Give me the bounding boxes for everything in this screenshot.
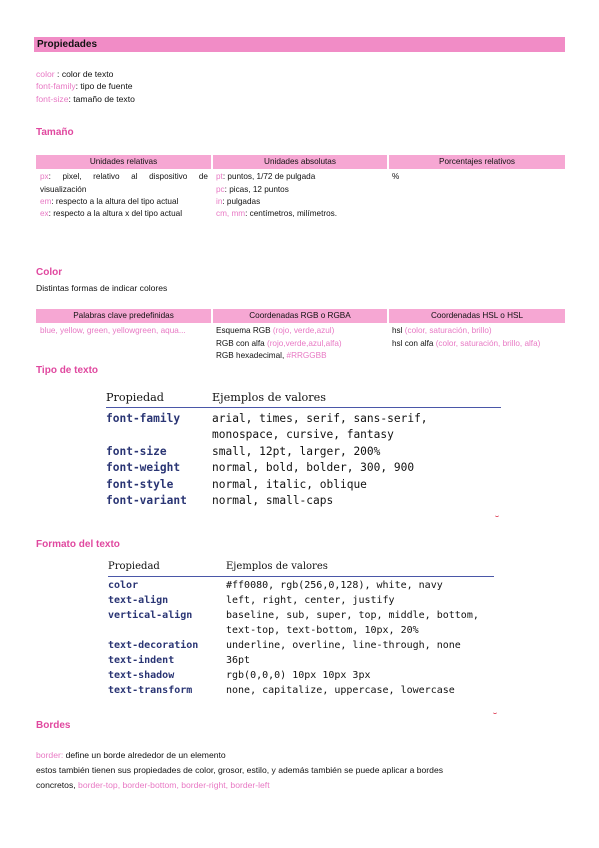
intro-item: [36, 80, 566, 92]
format-key: (rojo,verde,azul,alfa): [266, 338, 342, 348]
intro-item: [36, 68, 566, 80]
unit-text: : puntos, 1/72 de pulgada: [222, 172, 316, 182]
unit-key: pc: [216, 184, 225, 194]
section-title-tamano: Tamaño: [36, 127, 74, 138]
table-header: Porcentajes relativos: [388, 155, 565, 169]
table-row: [108, 608, 494, 638]
property-name: text-align: [108, 595, 169, 606]
section-title-bordes: Bordes: [36, 720, 71, 731]
table-row: [108, 668, 494, 683]
table-header: Coordenadas RGB o RGBA: [212, 309, 388, 323]
table-row: [106, 411, 501, 444]
unit-text: : respecto a la altura x del tipo actual: [48, 209, 183, 219]
table-cell: [36, 169, 212, 222]
table-cell: [388, 323, 565, 364]
table-row: [108, 578, 494, 593]
unit-text: : picas, 12 puntos: [224, 184, 289, 194]
unit-text: : pulgadas: [222, 196, 261, 206]
unit-key: in: [216, 196, 223, 206]
property-name: font-weight: [106, 461, 181, 475]
table-row: [108, 638, 494, 653]
property-values: underline, overline, line-through, none: [226, 640, 461, 651]
text-line: [36, 778, 566, 793]
unit-text: : centímetros, milímetros.: [245, 209, 338, 219]
size-units-table: [36, 155, 565, 222]
border-text: define un borde alrededor de un elemento: [63, 750, 226, 760]
section-title-tipo: Tipo de texto: [36, 365, 99, 376]
text-line: [36, 748, 566, 763]
table-row: [108, 683, 494, 698]
intro-text: color de texto: [61, 69, 114, 79]
property-values: normal, bold, bolder, 300, 900: [212, 461, 415, 475]
font-properties-table: [106, 389, 501, 510]
property-name: color: [108, 580, 139, 591]
intro-text: tamaño de texto: [73, 93, 135, 104]
property-values: rgb(0,0,0) 10px 10px 3px: [226, 670, 371, 681]
intro-sep: :: [68, 93, 74, 104]
property-values: small, 12pt, larger, 200%: [212, 444, 381, 458]
table-cell: [36, 323, 212, 364]
format-text: hsl con alfa: [392, 338, 436, 348]
property-values: 36pt: [226, 655, 251, 666]
section-title-formato: Formato del texto: [36, 539, 120, 550]
keyword-list: blue, yellow, green, yellowgreen, aqua...: [40, 326, 186, 336]
format-key: #RRGGBB: [286, 350, 327, 360]
text-line: estos también tienen sus propiedades de color, grosor, estilo, y además también se puede aplicar a bordes: [36, 765, 444, 776]
table-cell: [212, 169, 388, 222]
scan-mark: [493, 711, 497, 714]
table-row: [106, 460, 501, 477]
property-values: normal, small-caps: [212, 494, 334, 508]
table-header: Propiedad: [106, 389, 212, 408]
property-values: arial, times, serif, sans-serif, monospace, cursive, fantasy: [212, 411, 428, 442]
intro-item: [36, 93, 566, 105]
property-name: font-size: [106, 444, 167, 458]
unit-key: cm, mm: [216, 209, 246, 219]
intro-list: [36, 68, 566, 105]
property-values: none, capitalize, uppercase, lowercase: [226, 685, 455, 696]
property-values: #ff0080, rgb(256,0,128), white, navy: [226, 580, 443, 591]
border-text: concretos,: [36, 780, 79, 791]
table-header: Ejemplos de valores: [212, 389, 501, 408]
intro-key: color: [36, 69, 55, 79]
property-name: text-indent: [108, 655, 175, 666]
unit-key: pt: [216, 172, 223, 182]
property-name: font-style: [106, 477, 174, 491]
table-header: Propiedad: [108, 559, 226, 576]
scan-mark: [495, 514, 499, 517]
intro-sep: :: [54, 69, 62, 79]
color-formats-table: [36, 309, 565, 364]
property-name: text-transform: [108, 685, 193, 696]
border-key: border-top, border-bottom, border-right, border-left: [78, 780, 270, 791]
format-text: RGB con alfa: [216, 338, 267, 348]
section-title-color: Color: [36, 267, 63, 278]
intro-text: tipo de fuente: [80, 81, 133, 92]
property-values: left, right, center, justify: [226, 595, 395, 606]
unit-text: : respecto a la altura del tipo actual: [51, 196, 179, 206]
property-name: font-variant: [106, 494, 187, 508]
color-subtitle: Distintas formas de indicar colores: [36, 283, 168, 293]
property-name: text-decoration: [108, 640, 199, 651]
intro-sep: :: [75, 81, 81, 92]
format-key: (color, saturación, brillo, alfa): [435, 338, 541, 348]
format-text: RGB hexadecimal,: [216, 350, 287, 360]
borders-description: [36, 748, 566, 793]
property-name: vertical-align: [108, 610, 193, 621]
table-row: [106, 493, 501, 510]
unit-text: %: [392, 172, 400, 182]
table-row: [108, 593, 494, 608]
table-row: [108, 653, 494, 668]
format-text: hsl: [392, 326, 405, 336]
table-header: Ejemplos de valores: [226, 559, 494, 576]
format-text: Esquema RGB: [216, 326, 273, 336]
intro-key: font-size: [36, 93, 69, 104]
border-key: border:: [36, 750, 64, 760]
property-name: text-shadow: [108, 670, 175, 681]
table-cell: [212, 323, 388, 364]
table-header: Unidades absolutas: [212, 155, 388, 169]
table-header: Unidades relativas: [36, 155, 212, 169]
unit-key: em: [40, 196, 52, 206]
property-values: baseline, sub, super, top, middle, bottom, text-top, text-bottom, 10px, 20%: [226, 610, 479, 636]
table-cell: [388, 169, 565, 222]
table-header: Coordenadas HSL o HSL: [388, 309, 565, 323]
unit-key: ex: [40, 209, 49, 219]
table-row: [106, 444, 501, 461]
table-row: [106, 477, 501, 494]
property-name: font-family: [106, 411, 181, 425]
unit-text: : pixel, relativo al dispositivo de visualización: [40, 172, 208, 194]
intro-key: font-family: [36, 81, 76, 92]
table-header: Palabras clave predefinidas: [36, 309, 212, 323]
unit-key: px: [40, 172, 49, 182]
property-values: normal, italic, oblique: [212, 477, 367, 491]
format-key: (rojo, verde,azul): [272, 326, 335, 336]
page-title: Propiedades: [34, 37, 565, 52]
text-format-table: [108, 559, 494, 698]
format-key: (color, saturación, brillo): [404, 326, 492, 336]
